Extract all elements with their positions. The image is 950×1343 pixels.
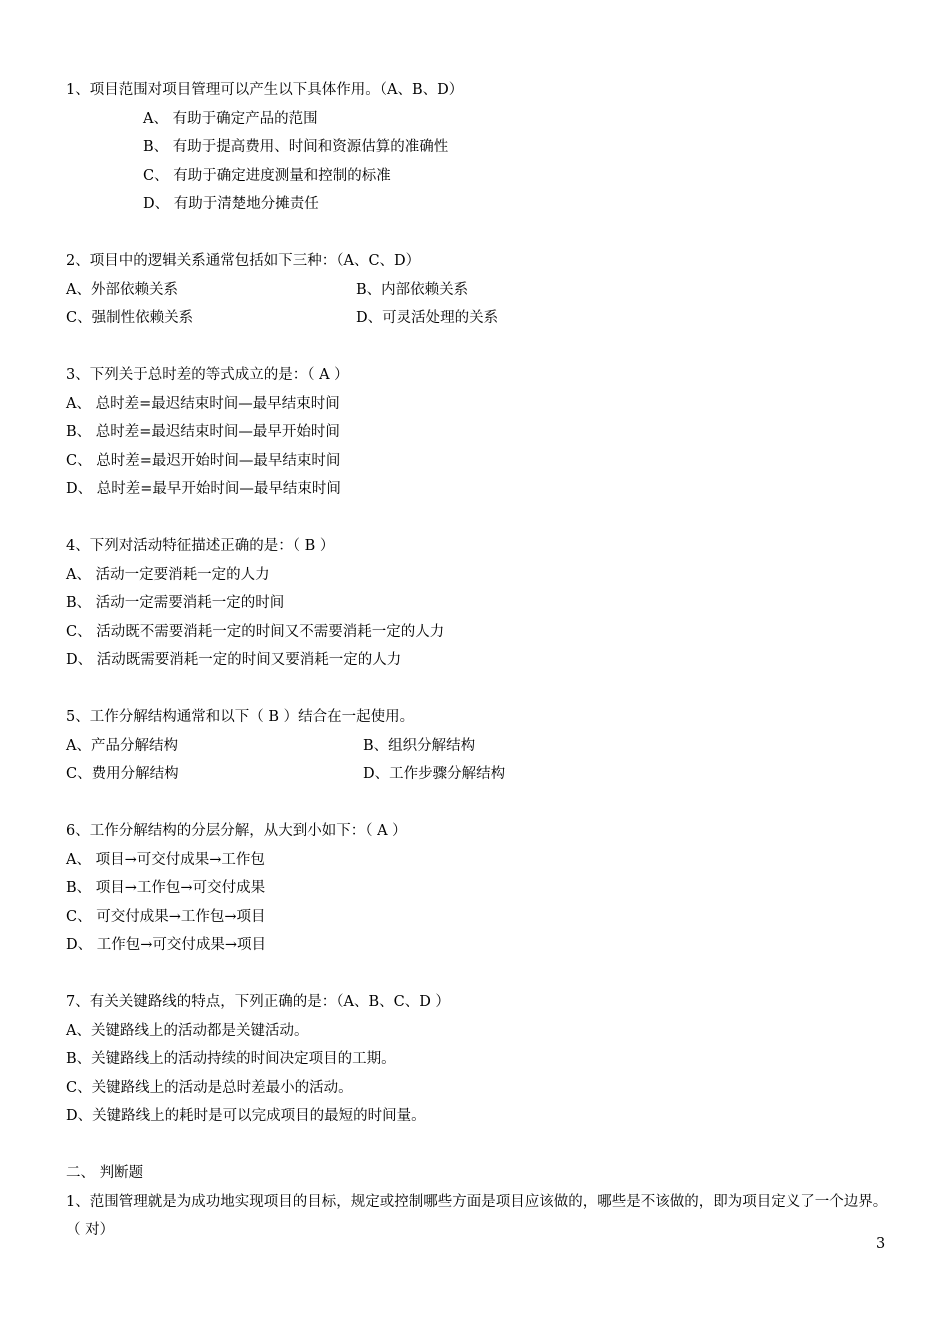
question-2-options-row-2 — [66, 304, 896, 333]
document-body — [66, 76, 896, 1245]
question-5-option-a: A、产品分解结构 — [66, 737, 178, 754]
question-2-options-row-1 — [66, 276, 896, 305]
question-4-stem: 4、下列对活动特征描述正确的是：（ B ） — [66, 538, 335, 554]
page-number: 3 — [876, 1236, 886, 1252]
question-7-option-a: A、关键路线上的活动都是关键活动。 — [66, 1022, 309, 1039]
question-4-option-d: D、 活动既需要消耗一定的时间又要消耗一定的人力 — [66, 652, 402, 668]
question-1-option-b: B、 有助于提高费用、时间和资源估算的准确性 — [143, 139, 449, 155]
section-2-question-1: 1、范围管理就是为成功地实现项目的目标，规定或控制哪些方面是项目应该做的，哪些是不该做的，即为项目定义了一个边界。（ 对） — [66, 1193, 888, 1238]
question-5-options-row-2 — [66, 760, 896, 789]
question-1-stem: 1、项目范围对项目管理可以产生以下具体作用。（A、B、D） — [66, 82, 464, 98]
question-6-stem: 6、工作分解结构的分层分解，从大到小如下：（ A ） — [66, 823, 407, 839]
spacer — [66, 504, 896, 533]
question-7-option-d: D、关键路线上的耗时是可以完成项目的最短的时间量。 — [66, 1108, 426, 1124]
question-6-option-a: A、 项目→可交付成果→工作包 — [66, 851, 265, 868]
question-3-option-c: C、 总时差=最迟开始时间—最早结束时间 — [66, 452, 341, 469]
question-5-options-row-1 — [66, 732, 896, 761]
question-3-option-b: B、 总时差=最迟结束时间—最早开始时间 — [66, 424, 340, 440]
spacer — [66, 1131, 896, 1160]
question-1-option-a: A、 有助于确定产品的范围 — [143, 110, 318, 127]
question-2-option-b: B、内部依赖关系 — [356, 281, 469, 298]
question-6-option-b: B、 项目→工作包→可交付成果 — [66, 880, 266, 896]
question-7-option-c: C、关键路线上的活动是总时差最小的活动。 — [66, 1079, 353, 1096]
question-2-option-c: C、强制性依赖关系 — [66, 310, 194, 326]
question-2-option-d: D、可灵活处理的关系 — [356, 310, 499, 326]
question-1-option-c: C、 有助于确定进度测量和控制的标准 — [143, 167, 391, 184]
spacer — [66, 789, 896, 818]
question-5-option-d: D、工作步骤分解结构 — [363, 766, 506, 782]
question-5-stem: 5、工作分解结构通常和以下（ B ）结合在一起使用。 — [66, 709, 415, 725]
question-1-option-d: D、 有助于清楚地分摊责任 — [143, 196, 319, 212]
question-7-option-b: B、关键路线上的活动持续的时间决定项目的工期。 — [66, 1051, 396, 1067]
question-5-option-b: B、组织分解结构 — [363, 737, 476, 754]
question-6-option-c: C、 可交付成果→工作包→项目 — [66, 908, 266, 925]
spacer — [66, 333, 896, 362]
question-3-option-a: A、 总时差=最迟结束时间—最早结束时间 — [66, 395, 340, 412]
spacer — [66, 675, 896, 704]
question-7-stem: 7、有关关键路线的特点，下列正确的是：（A、B、C、D ） — [66, 994, 450, 1010]
question-3-stem: 3、下列关于总时差的等式成立的是：（ A ） — [66, 367, 349, 383]
question-4-option-c: C、 活动既不需要消耗一定的时间又不需要消耗一定的人力 — [66, 623, 445, 640]
question-2-stem: 2、项目中的逻辑关系通常包括如下三种：（A、C、D） — [66, 253, 421, 269]
question-5-option-c: C、费用分解结构 — [66, 766, 179, 782]
question-6-option-d: D、 工作包→可交付成果→项目 — [66, 937, 267, 953]
spacer — [66, 960, 896, 989]
section-2-heading: 二、 判断题 — [66, 1165, 144, 1181]
question-4-option-a: A、 活动一定要消耗一定的人力 — [66, 566, 270, 583]
question-2-option-a: A、外部依赖关系 — [66, 281, 178, 298]
question-3-option-d: D、 总时差=最早开始时间—最早结束时间 — [66, 481, 341, 497]
spacer — [66, 219, 896, 248]
question-4-option-b: B、 活动一定需要消耗一定的时间 — [66, 595, 285, 611]
